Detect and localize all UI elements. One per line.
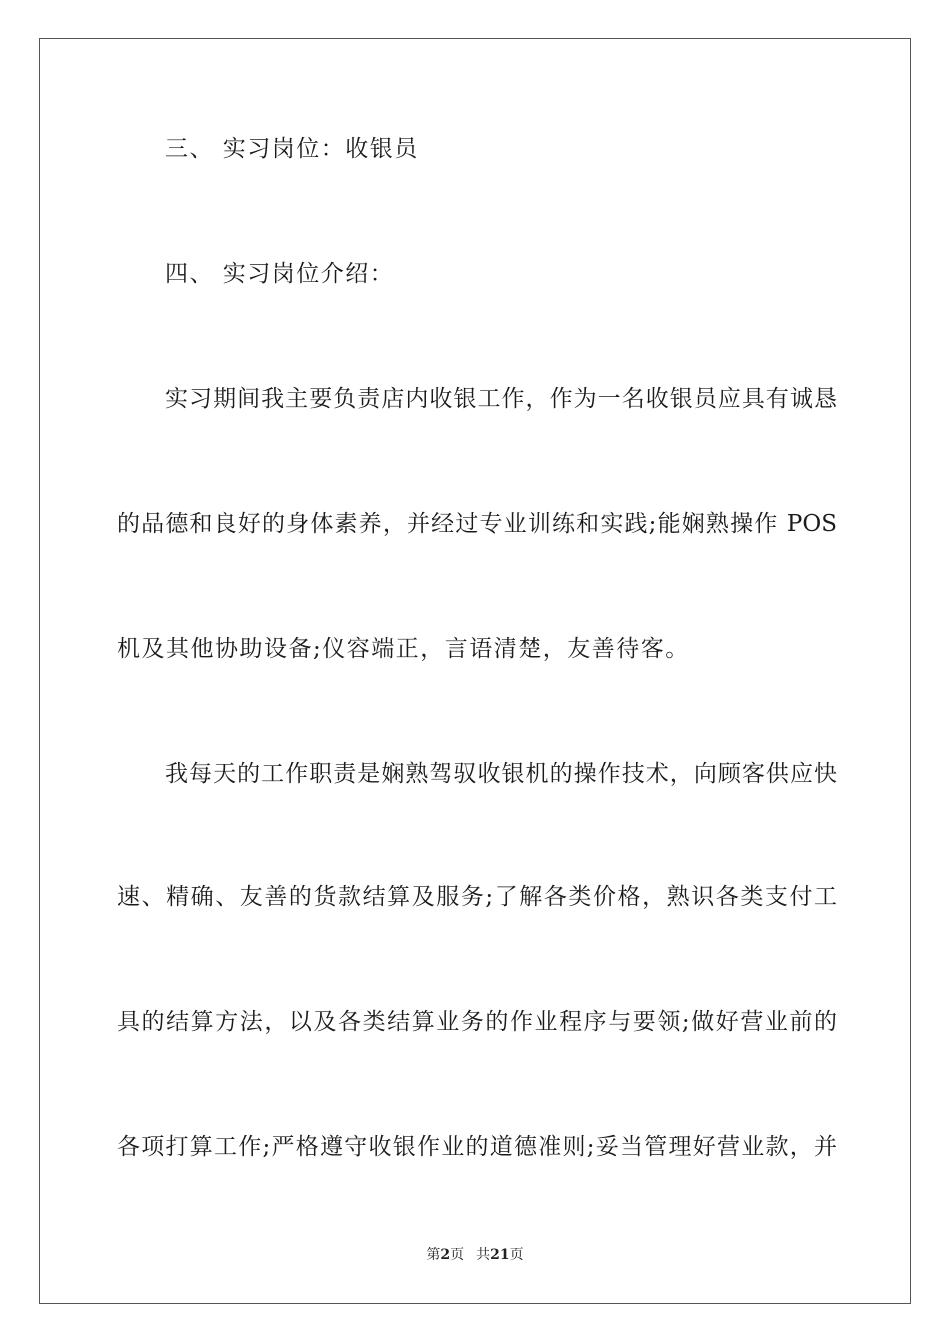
paragraph-line: 各项打算工作;严格遵守收银作业的道德准则;妥当管理好营业款，并 — [117, 1134, 837, 1160]
page-footer — [0, 1245, 950, 1265]
paragraph-line: 的品德和良好的身体素养，并经过专业训练和实践;能娴熟操作 POS — [117, 511, 837, 537]
paragraph-line: 实习期间我主要负责店内收银工作，作为一名收银员应具有诚恳 — [165, 386, 837, 412]
section-heading-3: 三、 实习岗位：收银员 — [165, 136, 419, 162]
total-label-suffix: 页 — [509, 1247, 524, 1263]
page-number: 2 — [440, 1247, 451, 1263]
total-pages: 21 — [490, 1247, 510, 1263]
page-label-suffix: 页 — [450, 1247, 465, 1263]
paragraph-line: 具的结算方法，以及各类结算业务的作业程序与要领;做好营业前的 — [117, 1009, 837, 1035]
page-border — [39, 38, 911, 1304]
section-heading-4: 四、 实习岗位介绍： — [165, 261, 395, 287]
paragraph-line: 速、精确、友善的货款结算及服务;了解各类价格，熟识各类支付工 — [117, 884, 837, 910]
paragraph-line: 机及其他协助设备;仪容端正，言语清楚，友善待客。 — [117, 636, 690, 662]
page-label-prefix: 第 — [426, 1247, 441, 1263]
total-label-prefix: 共 — [476, 1247, 491, 1263]
paragraph-line: 我每天的工作职责是娴熟驾驭收银机的操作技术，向顾客供应快 — [165, 761, 837, 787]
